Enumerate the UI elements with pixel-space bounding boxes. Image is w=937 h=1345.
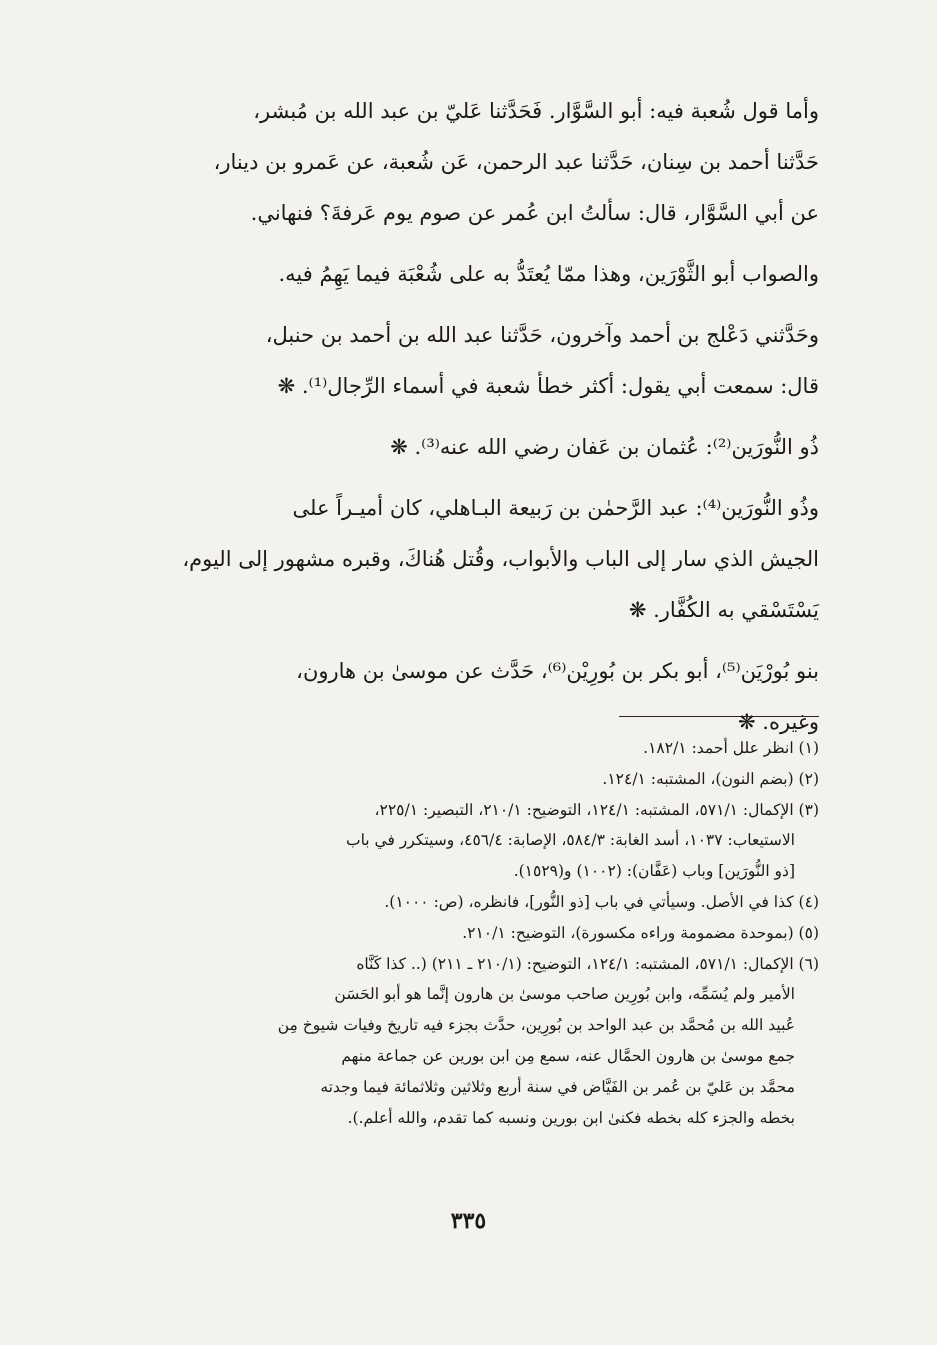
- footnote-line: جمع موسىٰ بن هارون الحمَّال عنه، سمع مِن ابن بورين عن جماعة منهم: [341, 1046, 795, 1065]
- text-line: وحَدَّثني دَعْلج بن أحمد وآخرون، حَدَّثنا عبد الله بن أحمد بن حنبل،: [265, 323, 819, 347]
- footnote-line: (٦) الإكمال: ٥٧١/١، المشتبه: ١٢٤/١، التوضيح: (٢١٠/١ ـ ٢١١) (.. كذا كَنَّاه: [356, 954, 819, 973]
- footnote-line: بخطه والجزء كله بخطه فكنىٰ ابن بورين ونسبه كما تقدم، والله أعلم.).: [347, 1108, 795, 1127]
- text-line: وغيره. ❋: [738, 710, 819, 734]
- text-line: والصواب أبو الثَّوْرَين، وهذا ممّا يُعتَدُّ به على شُعْبَة فيما يَهِمُ فيه.: [278, 262, 819, 286]
- main-text: [128, 86, 819, 748]
- footnote-line: الاستيعاب: ١٠٣٧، أسد الغابة: ٥٨٤/٣، الإصابة: ٤٥٦/٤، وسيتكرر في باب: [345, 831, 795, 850]
- footnotes: [128, 733, 819, 1133]
- text-line: بنو بُورْيَن⁽⁵⁾، أبو بكر بن بُورِيْن⁽⁶⁾، حَدَّث عن موسىٰ بن هارون،: [296, 659, 819, 683]
- footnote-line: (٥) (بموحدة مضمومة وراءه مكسورة)، التوضيح: ٢١٠/١.: [462, 923, 819, 942]
- footnote-line: (١) انظر علل أحمد: ١٨٢/١.: [643, 739, 819, 757]
- text-line: وذُو النُّورَين⁽⁴⁾: عبد الرَّحمٰن بن رَبيعة البـاهلي، كان أميـراً على: [292, 496, 819, 520]
- footnote-line: (٢) (بضم النون)، المشتبه: ١٢٤/١.: [602, 769, 819, 788]
- footnote-line: [ذو النُّورَين] وباب (عَفَّان): (١٠٠٢) و(١٥٢٩).: [513, 862, 795, 881]
- text-line: يَسْتَسْقي به الكُفَّار. ❋: [628, 598, 819, 622]
- text-line: حَدَّثنا أحمد بن سِنان، حَدَّثنا عبد الرحمن، عَن شُعبة، عن عَمرو بن دينار،: [213, 150, 819, 174]
- footnote-line: (٣) الإكمال: ٥٧١/١، المشتبه: ١٢٤/١، التوضيح: ٢١٠/١، التبصير: ٢٢٥/١،: [374, 800, 819, 819]
- text-line: قال: سمعت أبي يقول: أكثر خطأ شعبة في أسماء الرِّجال⁽¹⁾. ❋: [277, 374, 819, 398]
- text-line: الجيش الذي سار إلى الباب والأبواب، وقُتل هُناكَ، وقبره مشهور إلى اليوم،: [182, 547, 819, 571]
- text-line: ذُو النُّورَين⁽²⁾: عُثمان بن عَفان رضي الله عنه⁽³⁾. ❋: [390, 435, 819, 459]
- text-line: عن أبي السَّوَّار، قال: سألتُ ابن عُمر عن صوم يوم عَرفةَ؟ فنهاني.: [250, 201, 819, 225]
- footnote-line: (٤) كذا في الأصل. وسيأتي في باب [ذو النُّور]، فانظره، (ص: ١٠٠٠).: [384, 892, 819, 911]
- text-line: وأما قول شُعبة فيه: أبو السَّوَّار. فَحَدَّثنا عَليّ بن عبد الله بن مُبشر،: [253, 99, 819, 123]
- page-number: ٣٣٥: [450, 1208, 487, 1234]
- footnote-line: عُبيد الله بن مُحمَّد بن عبد الواحد بن بُورِين، حدَّث بجزء فيه تاريخ وفيات شيوخ مِن: [277, 1016, 795, 1035]
- footnote-line: محمَّد بن عَليّ بن عُمر بن الفَيَّاض في سنة أربع وثلاثين وثلاثمائة فيما وجدته: [320, 1077, 795, 1096]
- footnote-separator: [619, 716, 819, 717]
- footnote-line: الأمير ولم يُسَمِّه، وابن بُورِين صاحب موسىٰ بن هارون إنَّما هو أبو الحَسَن: [334, 985, 795, 1004]
